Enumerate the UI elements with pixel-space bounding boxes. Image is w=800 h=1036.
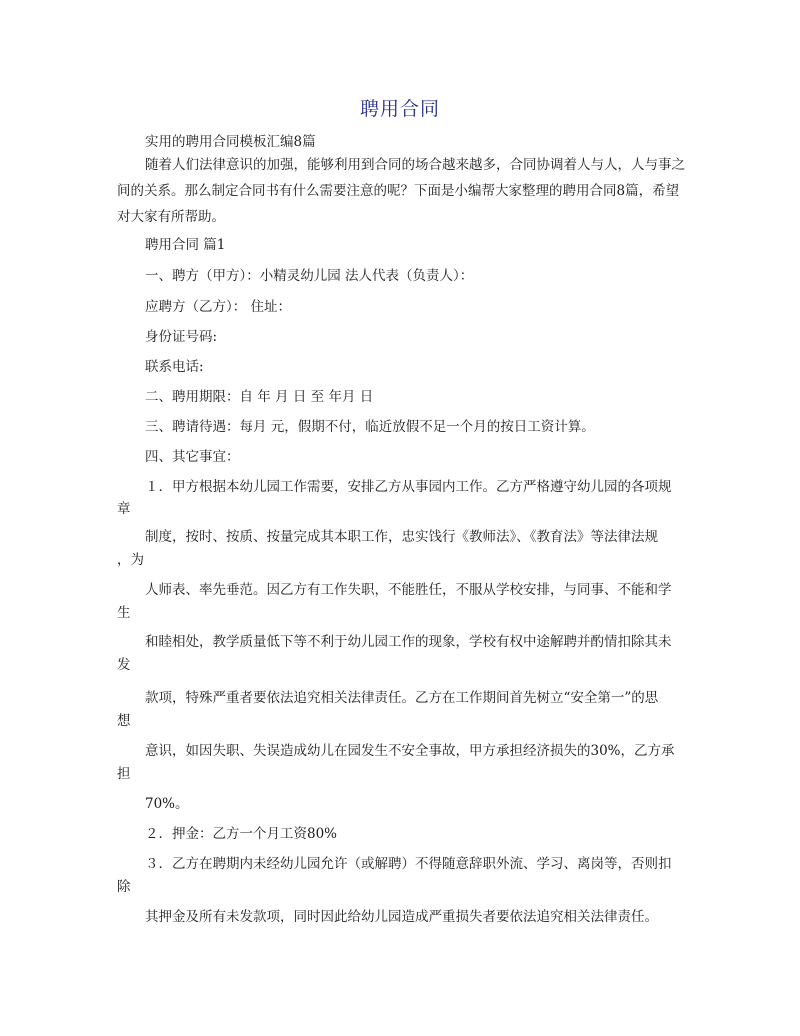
item1-line: 70%。 — [145, 796, 189, 812]
salary-line: 三、聘请待遇：每月 元，假期不付，临近放假不足一个月的按日工资计算。 — [145, 419, 595, 435]
item1-line: 人师表、率先垂范。因乙方有工作失职，不能胜任，不服从学校安排，与同事、不能和学 — [145, 582, 672, 598]
party-b-line: 应聘方（乙方）： 住址： — [145, 299, 292, 315]
term-line: 二、聘用期限：自 年 月 日 至 年月 日 — [145, 389, 374, 405]
item3-line: 除 — [117, 879, 131, 895]
party-a-line: 一、聘方（甲方）：小精灵幼儿园 法人代表（负责人）： — [145, 268, 474, 284]
item1-line: 制度，按时、按质、按量完成其本职工作，忠实饯行《教师法》、《教育法》等法律法规 — [145, 529, 658, 545]
item1-line: ，为 — [117, 552, 144, 568]
item1-line: 章 — [117, 501, 131, 517]
item3-line: ３．乙方在聘期内未经幼儿园允许（或解聘）不得随意辞职外流、学习、离岗等，否则扣 — [145, 856, 672, 872]
item1-line: 款项，特殊严重者要依法追究相关法律责任。乙方在工作期间首先树立“安全第一”的思 — [145, 690, 659, 706]
phone-line: 联系电话: — [145, 359, 204, 375]
item3-line: 其押金及所有未发款项，同时因此给幼儿园造成严重损失者要依法追究相关法律责任。 — [145, 909, 658, 925]
item1-line: １．甲方根据本幼儿园工作需要，安排乙方从事园内工作。乙方严格遵守幼儿园的各项规 — [145, 479, 672, 495]
id-number-line: 身份证号码: — [145, 329, 218, 345]
item1-line: 意识，如因失职、失误造成幼儿在园发生不安全事故，甲方承担经济损失的30%，乙方承 — [145, 743, 675, 759]
item1-line: 发 — [117, 657, 131, 673]
document-title: 聘用合同 — [359, 98, 440, 120]
item1-line: 想 — [117, 713, 131, 729]
other-matters-line: 四、其它事宜： — [145, 449, 240, 465]
intro-paragraph: 随着人们法律意识的加强，能够利用到合同的场合越来越多，合同协调着人与人，人与事之间的关系。那么制定合同书有什么需要注意的呢？下面是小编帮大家整理的聘用合同8篇，希望对大家有所帮助。 — [117, 157, 685, 225]
item2-line: ２．押金：乙方一个月工资80% — [145, 826, 338, 842]
document-subtitle: 实用的聘用合同模板汇编8篇 — [145, 134, 316, 150]
item1-line: 生 — [117, 605, 131, 621]
item1-line: 担 — [117, 766, 131, 782]
section-heading: 聘用合同 篇1 — [145, 237, 226, 253]
item1-line: 和睦相处，教学质量低下等不利于幼儿园工作的现象，学校有权中途解聘并酌情扣除其未 — [145, 634, 672, 650]
